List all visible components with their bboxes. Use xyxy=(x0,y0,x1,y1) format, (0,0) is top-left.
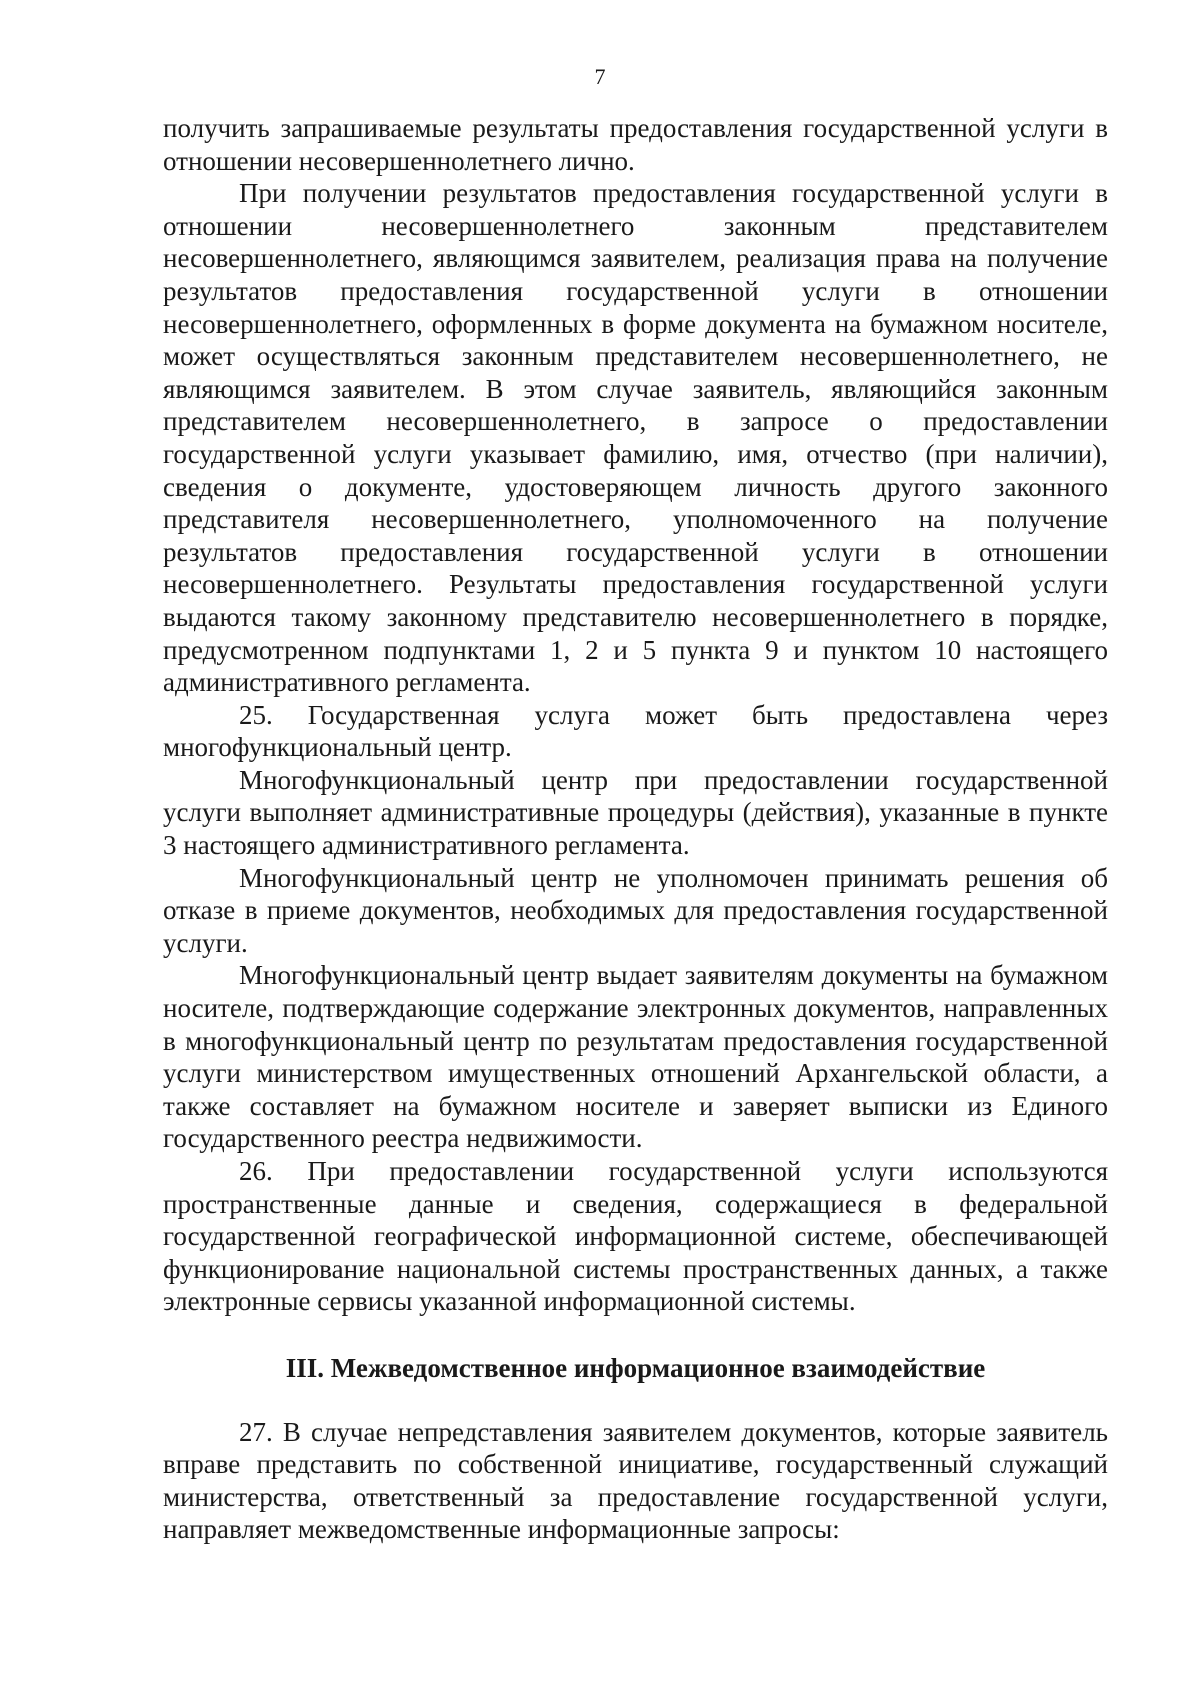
page-number: 7 xyxy=(594,64,606,89)
paragraph-legal-representative: При получении результатов предоставления государственной услуги в отношении несовершеннолетнего законным представителем несовершеннолетнего, являющимся заявителем, реализация права на получение результатов предоставления государственной услуги в отношении несовершеннолетнего, оформленных в форме документа на бумажном носителе, может осуществляться законным представителем несовершеннолетнего, не являющимся заявителем. В этом случае заявитель, являющийся законным представителем несовершеннолетнего, в запросе о предоставлении государственной услуги указывает фамилию, имя, отчество (при наличии), сведения о документе, удостоверяющем личность другого законного представителя несовершеннолетнего, уполномоченного на получение результатов предоставления государственной услуги в отношении несовершеннолетнего. Результаты предоставления государственной услуги выдаются такому законному представителю несовершеннолетнего в порядке, предусмотренном подпунктами 1, 2 и 5 пункта 9 и пунктом 10 настоящего административного регламента. xyxy=(163,178,1108,698)
paragraph-item-26: 26. При предоставлении государственной услуги используются пространственные данные и сведения, содержащиеся в федеральной государственной географической информационной системе, обеспечивающей функционирование национальной системы пространственных данных, а также электронные сервисы указанной информационной системы. xyxy=(163,1156,1108,1317)
paragraph-mfc-not-authorized: Многофункциональный центр не уполномочен принимать решения об отказе в приеме документов, необходимых для предоставления государственной услуги. xyxy=(163,862,1108,958)
paragraph-mfc-issues-documents: Многофункциональный центр выдает заявителям документы на бумажном носителе, подтверждающие содержание электронных документов, направленных в многофункциональный центр по результатам предоставления государственной услуги министерством имущественных отношений Архангельской области, а также составляет на бумажном носителе и заверяет выписки из Единого государственного реестра недвижимости. xyxy=(163,960,1108,1154)
paragraph-mfc-procedures: Многофункциональный центр при предоставлении государственной услуги выполняет административные процедуры (действия), указанные в пункте 3 настоящего административного регламента. xyxy=(163,764,1108,861)
paragraph-item-25: 25. Государственная услуга может быть предоставлена через многофункциональный центр. xyxy=(163,699,1108,763)
paragraph-continuation: получить запрашиваемые результаты предоставления государственной услуги в отношении несовершеннолетнего лично. xyxy=(163,113,1108,176)
document-body xyxy=(163,112,1108,1546)
section-heading: III. Межведомственное информационное взаимодействие xyxy=(285,1352,986,1383)
paragraph-item-27: 27. В случае непредставления заявителем документов, которые заявитель вправе представить по собственной инициативе, государственный служащий министерства, ответственный за предоставление государственной услуги, направляет межведомственные информационные запросы: xyxy=(163,1416,1108,1545)
